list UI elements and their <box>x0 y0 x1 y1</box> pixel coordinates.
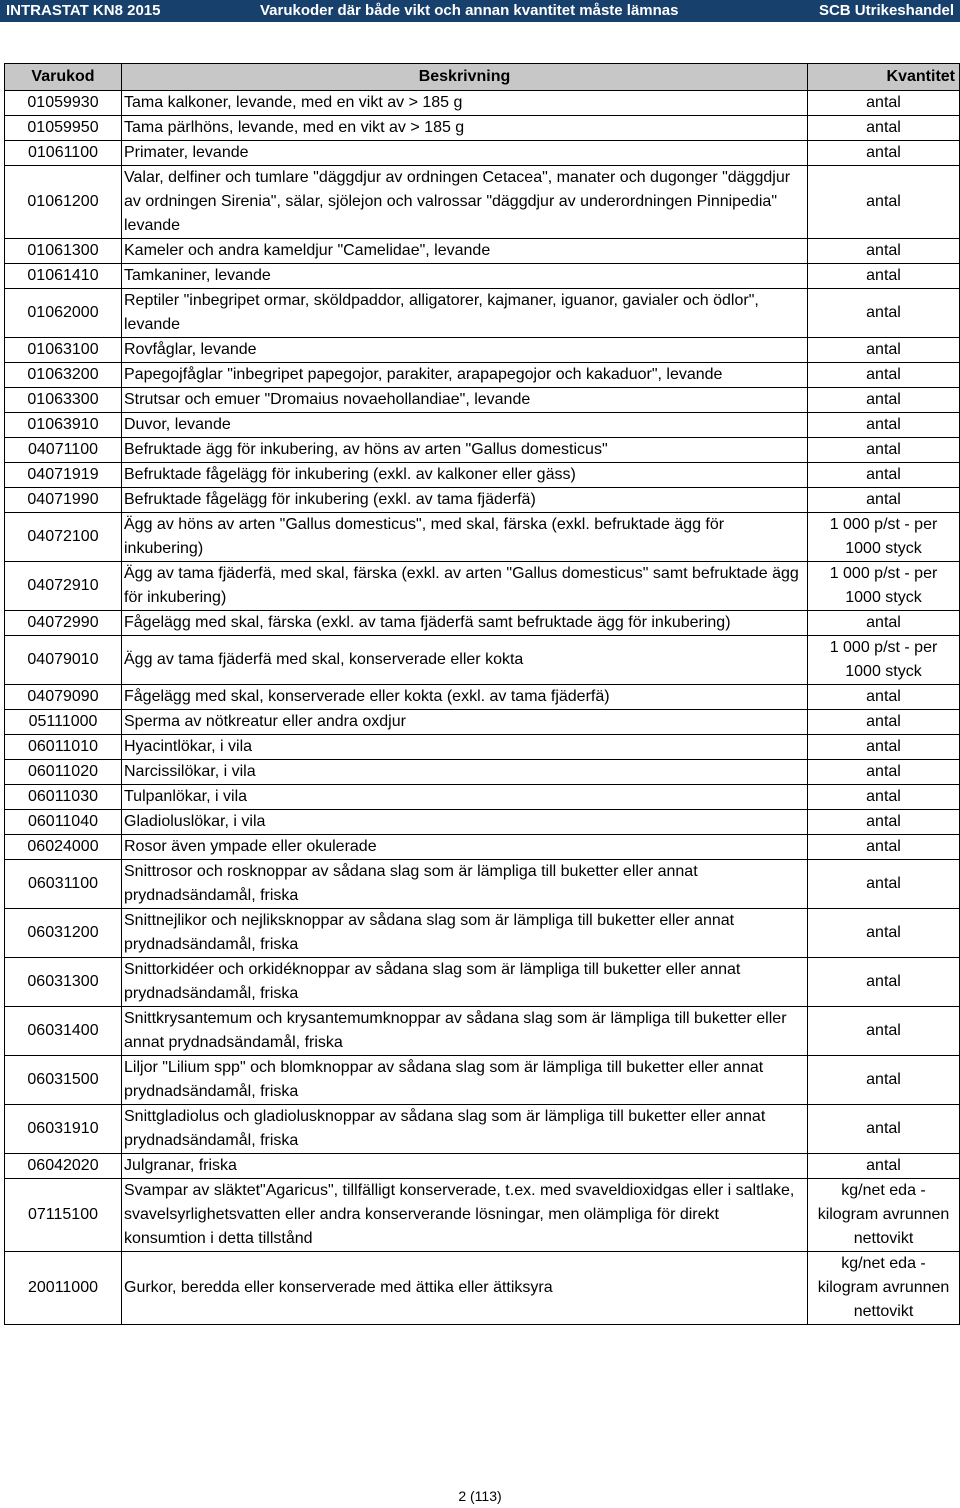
cell-varukod: 06011020 <box>5 760 122 785</box>
cell-beskrivning: Tama kalkoner, levande, med en vikt av > 185 g <box>122 91 808 116</box>
cell-kvantitet: 1 000 p/st - per 1000 styck <box>808 636 960 685</box>
cell-varukod: 06011030 <box>5 785 122 810</box>
table-row <box>5 338 960 363</box>
cell-varukod: 01061100 <box>5 141 122 166</box>
table-row <box>5 1056 960 1105</box>
table-row <box>5 710 960 735</box>
cell-kvantitet: antal <box>808 166 960 239</box>
table-row <box>5 909 960 958</box>
cell-beskrivning: Tama pärlhöns, levande, med en vikt av > 185 g <box>122 116 808 141</box>
table-row <box>5 1007 960 1056</box>
header-right-title: SCB Utrikeshandel <box>818 2 954 19</box>
cell-varukod: 06031910 <box>5 1105 122 1154</box>
cell-beskrivning: Primater, levande <box>122 141 808 166</box>
cell-kvantitet: antal <box>808 909 960 958</box>
cell-varukod: 06042020 <box>5 1154 122 1179</box>
table-row <box>5 513 960 562</box>
cell-varukod: 06031100 <box>5 860 122 909</box>
page-number: 2 (113) <box>458 1488 502 1504</box>
cell-varukod: 06011010 <box>5 735 122 760</box>
table-row <box>5 488 960 513</box>
cell-varukod: 06011040 <box>5 810 122 835</box>
cell-kvantitet: antal <box>808 141 960 166</box>
header-left-title: INTRASTAT KN8 2015 <box>6 2 161 19</box>
cell-beskrivning: Tamkaniner, levande <box>122 264 808 289</box>
table-row <box>5 685 960 710</box>
cell-beskrivning: Befruktade fågelägg för inkubering (exkl. av kalkoner eller gäss) <box>122 463 808 488</box>
cell-varukod: 04072910 <box>5 562 122 611</box>
cell-kvantitet: antal <box>808 860 960 909</box>
cell-varukod: 07115100 <box>5 1179 122 1252</box>
cell-beskrivning: Liljor "Lilium spp" och blomknoppar av sådana slag som är lämpliga till buketter eller annat prydnadsändamål, friska <box>122 1056 808 1105</box>
cell-kvantitet: antal <box>808 488 960 513</box>
cell-varukod: 05111000 <box>5 710 122 735</box>
cell-kvantitet: antal <box>808 785 960 810</box>
column-header-varukod: Varukod <box>5 64 122 91</box>
cell-varukod: 04072990 <box>5 611 122 636</box>
cell-beskrivning: Snittrosor och rosknoppar av sådana slag som är lämpliga till buketter eller annat prydnadsändamål, friska <box>122 860 808 909</box>
cell-beskrivning: Ägg av tama fjäderfä, med skal, färska (exkl. av arten "Gallus domesticus" samt befruktade ägg för inkubering) <box>122 562 808 611</box>
cell-beskrivning: Strutsar och emuer "Dromaius novaehollandiae", levande <box>122 388 808 413</box>
table-row <box>5 289 960 338</box>
cell-kvantitet: kg/net eda - kilogram avrunnen nettovikt <box>808 1252 960 1325</box>
cell-beskrivning: Reptiler "inbegripet ormar, sköldpaddor, alligatorer, kajmaner, iguanor, gavialer och ödlor", levande <box>122 289 808 338</box>
cell-beskrivning: Befruktade fågelägg för inkubering (exkl. av tama fjäderfä) <box>122 488 808 513</box>
table-body <box>5 91 960 1325</box>
cell-kvantitet: antal <box>808 835 960 860</box>
cell-kvantitet: antal <box>808 735 960 760</box>
cell-beskrivning: Snittkrysantemum och krysantemumknoppar av sådana slag som är lämpliga till buketter eller annat prydnadsändamål, friska <box>122 1007 808 1056</box>
table-row <box>5 810 960 835</box>
cell-varukod: 04072100 <box>5 513 122 562</box>
table-row <box>5 636 960 685</box>
cell-varukod: 01061300 <box>5 239 122 264</box>
cell-beskrivning: Rovfåglar, levande <box>122 338 808 363</box>
cell-varukod: 04071100 <box>5 438 122 463</box>
cell-beskrivning: Sperma av nötkreatur eller andra oxdjur <box>122 710 808 735</box>
cell-kvantitet: antal <box>808 958 960 1007</box>
column-header-kvantitet: Kvantitet <box>808 64 960 91</box>
cell-kvantitet: antal <box>808 463 960 488</box>
cell-varukod: 06031400 <box>5 1007 122 1056</box>
table-row <box>5 463 960 488</box>
cell-varukod: 04079010 <box>5 636 122 685</box>
cell-beskrivning: Kameler och andra kameldjur "Camelidae", levande <box>122 239 808 264</box>
cell-kvantitet: antal <box>808 760 960 785</box>
cell-beskrivning: Gurkor, beredda eller konserverade med ättika eller ättiksyra <box>122 1252 808 1325</box>
table-row <box>5 116 960 141</box>
cell-varukod: 01063200 <box>5 363 122 388</box>
cell-beskrivning: Gladioluslökar, i vila <box>122 810 808 835</box>
table-row <box>5 388 960 413</box>
table-row <box>5 239 960 264</box>
cell-varukod: 06031200 <box>5 909 122 958</box>
cell-beskrivning: Valar, delfiner och tumlare "däggdjur av ordningen Cetacea", manater och dugonger "däggdjur av ordningen Sirenia", sälar, sjölejon och valrossar "däggdjur av underordningen Pinnipedia" levande <box>122 166 808 239</box>
cell-beskrivning: Ägg av tama fjäderfä med skal, konserverade eller kokta <box>122 636 808 685</box>
cell-kvantitet: kg/net eda - kilogram avrunnen nettovikt <box>808 1179 960 1252</box>
cell-beskrivning: Snittorkidéer och orkidéknoppar av sådana slag som är lämpliga till buketter eller annat prydnadsändamål, friska <box>122 958 808 1007</box>
table-row <box>5 91 960 116</box>
table-row <box>5 1252 960 1325</box>
cell-kvantitet: antal <box>808 363 960 388</box>
cell-beskrivning: Hyacintlökar, i vila <box>122 735 808 760</box>
cell-varukod: 01059930 <box>5 91 122 116</box>
cell-kvantitet: antal <box>808 388 960 413</box>
cell-varukod: 06031300 <box>5 958 122 1007</box>
cell-beskrivning: Fågelägg med skal, färska (exkl. av tama fjäderfä samt befruktade ägg för inkubering) <box>122 611 808 636</box>
table-row <box>5 413 960 438</box>
table-row <box>5 760 960 785</box>
cell-kvantitet: antal <box>808 264 960 289</box>
table-row <box>5 1179 960 1252</box>
cell-beskrivning: Svampar av släktet"Agaricus", tillfälligt konserverade, t.ex. med svaveldioxidgas eller i saltlake, svavelsyrlighetsvatten eller andra konserverande lösningar, men olämpliga för direkt konsumtion i detta tillstånd <box>122 1179 808 1252</box>
cell-kvantitet: antal <box>808 438 960 463</box>
cell-varukod: 01063910 <box>5 413 122 438</box>
table-row <box>5 611 960 636</box>
product-code-table <box>4 63 960 1325</box>
cell-varukod: 04071919 <box>5 463 122 488</box>
cell-kvantitet: antal <box>808 1056 960 1105</box>
cell-kvantitet: antal <box>808 1007 960 1056</box>
table-row <box>5 1105 960 1154</box>
cell-varukod: 06031500 <box>5 1056 122 1105</box>
cell-kvantitet: antal <box>808 1105 960 1154</box>
cell-beskrivning: Ägg av höns av arten "Gallus domesticus", med skal, färska (exkl. befruktade ägg för inkubering) <box>122 513 808 562</box>
cell-beskrivning: Rosor även ympade eller okulerade <box>122 835 808 860</box>
cell-varukod: 01063100 <box>5 338 122 363</box>
cell-kvantitet: antal <box>808 810 960 835</box>
cell-beskrivning: Tulpanlökar, i vila <box>122 785 808 810</box>
table-row <box>5 363 960 388</box>
table-row <box>5 264 960 289</box>
cell-beskrivning: Snittnejlikor och nejliksknoppar av sådana slag som är lämpliga till buketter eller annat prydnadsändamål, friska <box>122 909 808 958</box>
cell-kvantitet: antal <box>808 338 960 363</box>
cell-varukod: 01059950 <box>5 116 122 141</box>
cell-kvantitet: antal <box>808 91 960 116</box>
cell-beskrivning: Julgranar, friska <box>122 1154 808 1179</box>
table-row <box>5 835 960 860</box>
cell-kvantitet: antal <box>808 239 960 264</box>
table-row <box>5 141 960 166</box>
cell-beskrivning: Narcissilökar, i vila <box>122 760 808 785</box>
cell-kvantitet: antal <box>808 413 960 438</box>
cell-varukod: 04071990 <box>5 488 122 513</box>
table-row <box>5 860 960 909</box>
cell-kvantitet: antal <box>808 611 960 636</box>
cell-kvantitet: antal <box>808 289 960 338</box>
table-header-row <box>5 64 960 91</box>
cell-varukod: 01063300 <box>5 388 122 413</box>
cell-beskrivning: Befruktade ägg för inkubering, av höns av arten "Gallus domesticus" <box>122 438 808 463</box>
table-row <box>5 735 960 760</box>
cell-kvantitet: antal <box>808 1154 960 1179</box>
table-row <box>5 785 960 810</box>
cell-varukod: 04079090 <box>5 685 122 710</box>
cell-varukod: 01061410 <box>5 264 122 289</box>
cell-varukod: 01062000 <box>5 289 122 338</box>
header-center-title: Varukoder där både vikt och annan kvantitet måste lämnas <box>260 2 679 19</box>
table-row <box>5 166 960 239</box>
cell-beskrivning: Papegojfåglar "inbegripet papegojor, parakiter, arapapegojor och kakaduor", levande <box>122 363 808 388</box>
cell-varukod: 06024000 <box>5 835 122 860</box>
cell-beskrivning: Duvor, levande <box>122 413 808 438</box>
cell-kvantitet: antal <box>808 116 960 141</box>
table-row <box>5 438 960 463</box>
cell-varukod: 20011000 <box>5 1252 122 1325</box>
cell-varukod: 01061200 <box>5 166 122 239</box>
cell-beskrivning: Snittgladiolus och gladiolusknoppar av sådana slag som är lämpliga till buketter eller annat prydnadsändamål, friska <box>122 1105 808 1154</box>
cell-kvantitet: antal <box>808 685 960 710</box>
cell-kvantitet: 1 000 p/st - per 1000 styck <box>808 562 960 611</box>
table-row <box>5 562 960 611</box>
cell-kvantitet: 1 000 p/st - per 1000 styck <box>808 513 960 562</box>
header-bar <box>0 0 960 22</box>
cell-beskrivning: Fågelägg med skal, konserverade eller kokta (exkl. av tama fjäderfä) <box>122 685 808 710</box>
table-row <box>5 1154 960 1179</box>
column-header-beskrivning: Beskrivning <box>122 64 808 91</box>
cell-kvantitet: antal <box>808 710 960 735</box>
table-row <box>5 958 960 1007</box>
